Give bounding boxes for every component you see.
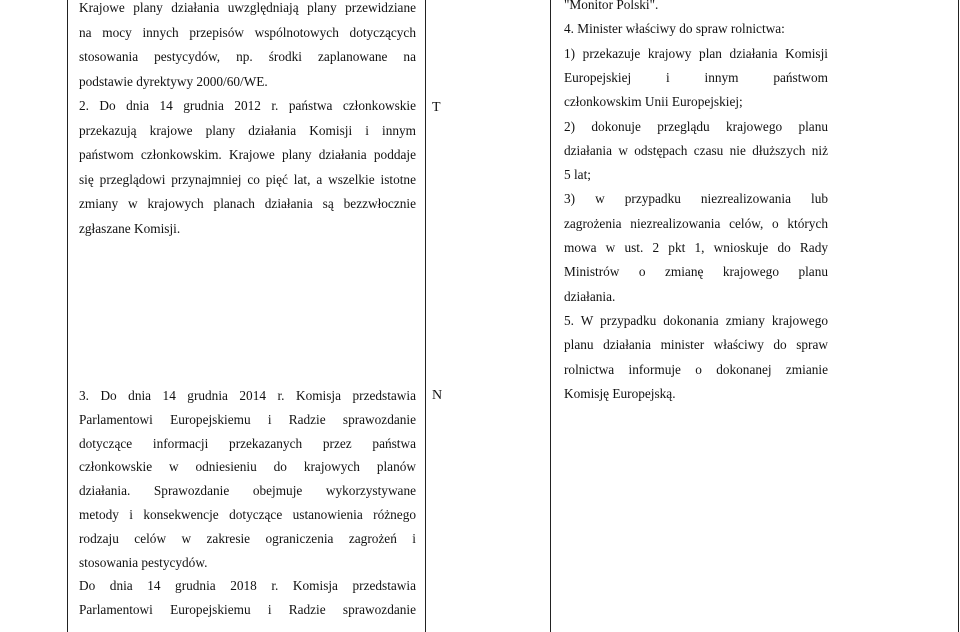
compliance-flag-t: T (432, 100, 441, 115)
polish-law-text-line: członkowskim Unii Europejskiej; (564, 94, 743, 110)
directive-text-line: metody i konsekwencje dotyczące ustanowienia różnego (79, 507, 416, 522)
polish-law-text-line: Europejskiej i innym państwom (564, 69, 828, 85)
directive-text-line: przekazują krajowe plany działania Komisji i innym (79, 122, 416, 138)
directive-text-line: rodzaju celów w zakresie ograniczenia zagrożeń i (79, 530, 416, 546)
polish-law-text-line: Ministrów o zmianę krajowego planu (564, 264, 828, 280)
directive-text-line: Do dnia 14 grudnia 2018 r. Komisja przedstawia (79, 578, 416, 594)
polish-law-text-line: 5 lat; (564, 167, 591, 183)
table-border-left (67, 0, 68, 632)
polish-law-text-line: 2) dokonuje przeglądu krajowego planu (564, 118, 828, 134)
polish-law-text-line: 4. Minister właściwy do spraw rolnictwa: (564, 21, 785, 37)
directive-text-line: się przeglądowi przynajmniej co pięć lat, a wszelkie istotne (79, 171, 416, 187)
polish-law-text-line: 1) przekazuje krajowy plan działania Komisji (564, 45, 828, 61)
directive-text-line: stosowania pestycydów, np. środki zaplanowane na (79, 49, 416, 64)
directive-text-line: stosowania pestycydów. (79, 554, 208, 570)
directive-text-line: na mocy innych przepisów wspólnotowych dotyczących (79, 24, 416, 40)
polish-law-text-line: planu działania minister właściwy do spraw (564, 337, 828, 353)
directive-text-line: Parlamentowi Europejskiemu i Radzie sprawozdanie (79, 602, 416, 618)
table-border-mid-left (425, 0, 426, 632)
directive-text-line: państwom członkowskim. Krajowe plany działania poddaje (79, 147, 416, 162)
polish-law-text-line: 5. W przypadku dokonania zmiany krajowego (564, 312, 828, 328)
compliance-flag-n: N (432, 388, 443, 403)
table-border-right (958, 0, 959, 632)
directive-text-line: zmiany w krajowych planach działania są bezzwłocznie (79, 196, 416, 211)
table-border-mid-right (550, 0, 551, 632)
polish-law-text-line: mowa w ust. 2 pkt 1, wnioskuje do Rady (564, 240, 828, 255)
directive-text-line: zgłaszane Komisji. (79, 220, 181, 236)
polish-law-text-line: działania. (564, 288, 616, 304)
polish-law-text-line: zagrożenia niezrealizowania celów, o których (564, 215, 828, 231)
polish-law-text-line: działania w odstępach czasu nie dłuższych niż (564, 142, 828, 158)
directive-text-line: dotyczące informacji przekazanych przez państwa (79, 435, 416, 451)
directive-text-line: działania. Sprawozdanie obejmuje wykorzystywane (79, 483, 416, 499)
polish-law-text-line: Komisję Europejską. (564, 385, 676, 401)
polish-law-text-line: "Monitor Polski". (564, 0, 659, 12)
polish-law-text-line: rolnictwa informuje o dokonanej zmianie (564, 361, 828, 377)
directive-text-line: podstawie dyrektywy 2000/60/WE. (79, 73, 268, 89)
directive-text-line: członkowskie w odniesieniu do krajowych planów (79, 459, 416, 475)
directive-text-line: 3. Do dnia 14 grudnia 2014 r. Komisja przedstawia (79, 388, 416, 403)
directive-text-line: Krajowe plany działania uwzględniają plany przewidziane (79, 0, 416, 15)
directive-text-line: 2. Do dnia 14 grudnia 2012 r. państwa członkowskie (79, 98, 416, 113)
directive-text-line: Parlamentowi Europejskiemu i Radzie sprawozdanie (79, 411, 416, 427)
polish-law-text-line: 3) w przypadku niezrealizowania lub (564, 191, 828, 207)
